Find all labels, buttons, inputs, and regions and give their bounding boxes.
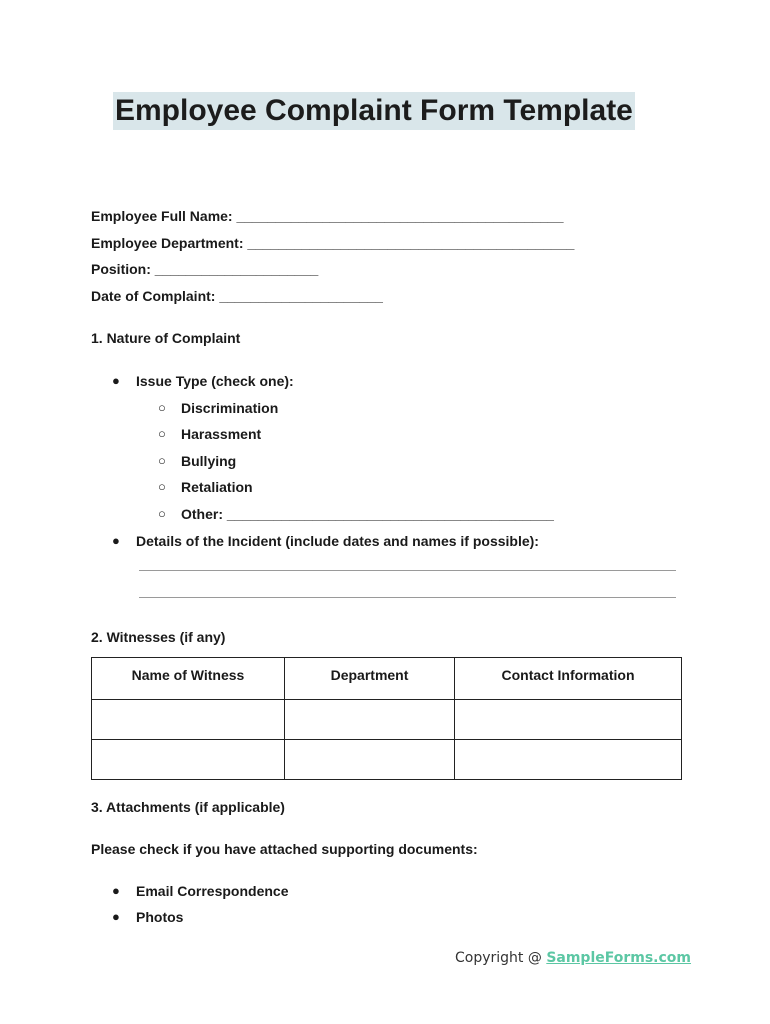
- section-heading-nature: 1. Nature of Complaint: [91, 330, 241, 346]
- table-header-row: [92, 658, 682, 700]
- circle-bullet-icon: ○: [158, 400, 166, 415]
- details-writing-line[interactable]: [139, 570, 676, 571]
- brand-link[interactable]: SampleForms.com: [546, 950, 692, 966]
- circle-bullet-icon: ○: [158, 453, 166, 468]
- option-harassment[interactable]: Harassment: [181, 426, 262, 442]
- attachment-photos[interactable]: Photos: [136, 909, 184, 925]
- other-label[interactable]: Other:: [181, 506, 227, 522]
- table-cell[interactable]: [92, 740, 285, 780]
- column-header-contact: Contact Information: [455, 658, 682, 700]
- section-heading-witnesses: 2. Witnesses (if any): [91, 629, 226, 645]
- column-header-name: Name of Witness: [92, 658, 285, 700]
- field-label: Position:: [91, 261, 155, 277]
- option-bullying[interactable]: Bullying: [181, 453, 237, 469]
- field-employee-department: [91, 234, 574, 252]
- circle-bullet-icon: ○: [158, 479, 166, 494]
- circle-bullet-icon: ○: [158, 506, 166, 521]
- option-discrimination[interactable]: Discrimination: [181, 400, 279, 416]
- attachment-email-correspondence[interactable]: Email Correspondence: [136, 883, 289, 899]
- attachments-instruction: Please check if you have attached supporting documents:: [91, 841, 478, 857]
- incident-details-label: Details of the Incident (include dates and names if possible):: [136, 533, 539, 549]
- section-heading-attachments: 3. Attachments (if applicable): [91, 799, 285, 815]
- field-date-of-complaint: [91, 287, 383, 305]
- copyright-footer: [455, 950, 691, 966]
- table-cell[interactable]: [285, 700, 455, 740]
- table-row: [92, 700, 682, 740]
- witness-table: [91, 657, 682, 780]
- page-title: Employee Complaint Form Template: [113, 92, 635, 130]
- field-label: Date of Complaint:: [91, 288, 220, 304]
- table-cell[interactable]: [455, 700, 682, 740]
- option-other: [181, 505, 554, 523]
- bullet-icon: ●: [112, 533, 120, 548]
- copyright-text: Copyright @: [455, 950, 547, 966]
- field-label: Employee Full Name:: [91, 208, 237, 224]
- field-label: Employee Department:: [91, 235, 248, 251]
- details-writing-line[interactable]: [139, 597, 676, 598]
- field-blank[interactable]: _____________________: [219, 288, 383, 304]
- bullet-icon: ●: [112, 883, 120, 898]
- column-header-department: Department: [285, 658, 455, 700]
- other-blank[interactable]: __________________________________________: [226, 506, 554, 522]
- table-cell[interactable]: [285, 740, 455, 780]
- table-cell[interactable]: [92, 700, 285, 740]
- field-blank[interactable]: __________________________________________: [247, 235, 575, 251]
- issue-type-label: Issue Type (check one):: [136, 373, 294, 389]
- table-cell[interactable]: [455, 740, 682, 780]
- table-row: [92, 740, 682, 780]
- circle-bullet-icon: ○: [158, 426, 166, 441]
- field-blank[interactable]: __________________________________________: [236, 208, 564, 224]
- field-employee-full-name: [91, 207, 564, 225]
- option-retaliation[interactable]: Retaliation: [181, 479, 253, 495]
- field-position: [91, 260, 318, 278]
- bullet-icon: ●: [112, 373, 120, 388]
- field-blank[interactable]: _____________________: [154, 261, 319, 277]
- bullet-icon: ●: [112, 909, 120, 924]
